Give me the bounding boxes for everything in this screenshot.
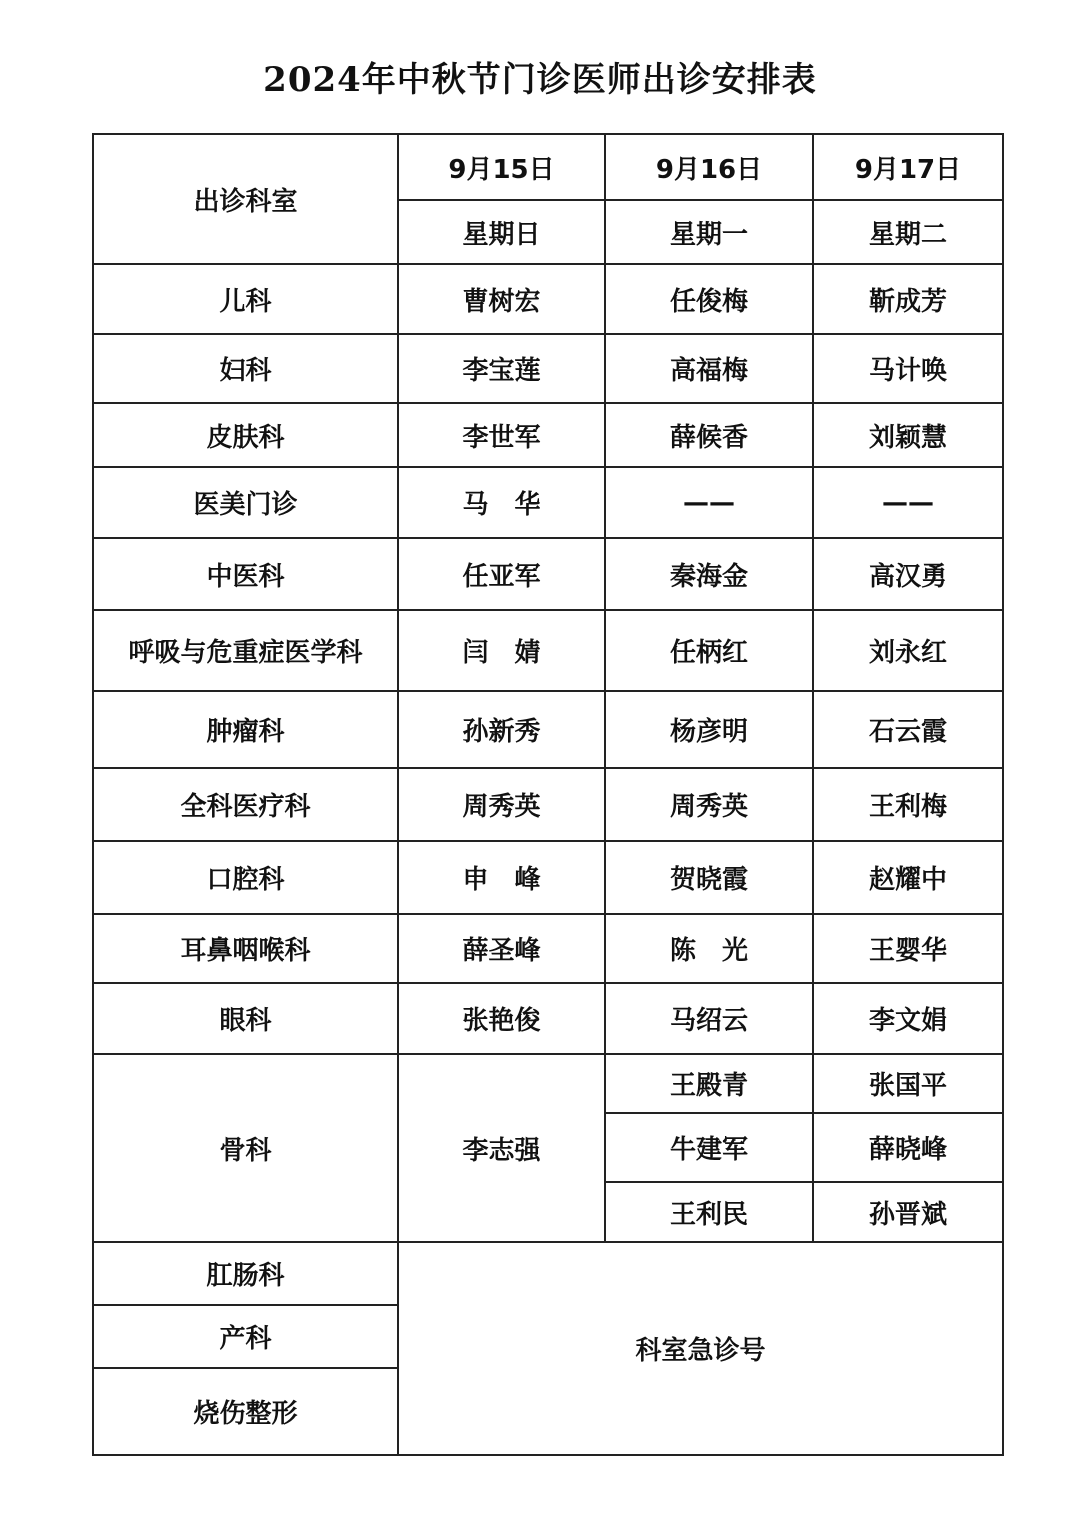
doctor-cell: 王婴华 (813, 914, 1003, 983)
no-doctor-cell: —— (605, 467, 813, 538)
header-weekday-cell: 星期日 (398, 200, 605, 264)
dept-cell: 眼科 (93, 983, 398, 1054)
doctor-cell: 李宝莲 (398, 334, 605, 403)
doctor-cell: 高福梅 (605, 334, 813, 403)
dept-cell: 烧伤整形 (93, 1368, 398, 1455)
doctor-cell: 任俊梅 (605, 264, 813, 334)
dept-cell: 中医科 (93, 538, 398, 610)
dept-cell: 呼吸与危重症医学科 (93, 610, 398, 691)
table-row (93, 841, 1003, 914)
doctor-cell: 刘颖慧 (813, 403, 1003, 467)
table-row (93, 610, 1003, 691)
doctor-cell: 任亚军 (398, 538, 605, 610)
doctor-cell: 薛圣峰 (398, 914, 605, 983)
dept-cell: 耳鼻咽喉科 (93, 914, 398, 983)
doctor-cell: 李志强 (398, 1054, 605, 1242)
header-dept-cell: 出诊科室 (93, 134, 398, 264)
table-row (93, 1054, 1003, 1113)
doctor-cell: 牛建军 (605, 1113, 813, 1182)
dept-cell: 全科医疗科 (93, 768, 398, 841)
table-row (93, 691, 1003, 768)
dept-cell: 骨科 (93, 1054, 398, 1242)
doctor-cell: 刘永红 (813, 610, 1003, 691)
doctor-cell: 周秀英 (605, 768, 813, 841)
doctor-cell: 张国平 (813, 1054, 1003, 1113)
dept-cell: 医美门诊 (93, 467, 398, 538)
doctor-cell: 贺晓霞 (605, 841, 813, 914)
doctor-cell: 王利梅 (813, 768, 1003, 841)
doctor-cell: 薛候香 (605, 403, 813, 467)
doctor-cell: 任柄红 (605, 610, 813, 691)
table-row (93, 914, 1003, 983)
doctor-cell: 马 华 (398, 467, 605, 538)
header-weekday-cell: 星期二 (813, 200, 1003, 264)
doctor-cell: 杨彦明 (605, 691, 813, 768)
dept-cell: 儿科 (93, 264, 398, 334)
doctor-cell: 李文娟 (813, 983, 1003, 1054)
doctor-cell: 靳成芳 (813, 264, 1003, 334)
table-row (93, 1242, 1003, 1305)
table-row (93, 334, 1003, 403)
dept-cell: 肛肠科 (93, 1242, 398, 1305)
page-title: 2024年中秋节门诊医师出诊安排表 (263, 60, 817, 100)
table-row (93, 538, 1003, 610)
doctor-cell: 周秀英 (398, 768, 605, 841)
no-doctor-cell: —— (813, 467, 1003, 538)
doctor-cell: 张艳俊 (398, 983, 605, 1054)
header-date-cell: 9月15日 (398, 134, 605, 200)
table-row (93, 467, 1003, 538)
header-date-cell: 9月16日 (605, 134, 813, 200)
doctor-cell: 马绍云 (605, 983, 813, 1054)
doctor-cell: 王利民 (605, 1182, 813, 1242)
emergency-note-cell: 科室急诊号 (398, 1242, 1003, 1455)
dept-cell: 妇科 (93, 334, 398, 403)
doctor-cell: 孙晋斌 (813, 1182, 1003, 1242)
doctor-cell: 秦海金 (605, 538, 813, 610)
doctor-cell: 申 峰 (398, 841, 605, 914)
doctor-cell: 陈 光 (605, 914, 813, 983)
doctor-cell: 赵耀中 (813, 841, 1003, 914)
dept-cell: 产科 (93, 1305, 398, 1368)
table-row (93, 768, 1003, 841)
doctor-cell: 石云霞 (813, 691, 1003, 768)
table-row (93, 403, 1003, 467)
doctor-cell: 薛晓峰 (813, 1113, 1003, 1182)
dept-cell: 皮肤科 (93, 403, 398, 467)
doctor-cell: 孙新秀 (398, 691, 605, 768)
header-weekday-cell: 星期一 (605, 200, 813, 264)
doctor-cell: 李世军 (398, 403, 605, 467)
doctor-cell: 高汉勇 (813, 538, 1003, 610)
table-row (93, 983, 1003, 1054)
table-row (93, 264, 1003, 334)
doctor-cell: 马计唤 (813, 334, 1003, 403)
doctor-cell: 王殿青 (605, 1054, 813, 1113)
header-date-cell: 9月17日 (813, 134, 1003, 200)
schedule-table (92, 133, 1004, 1456)
dept-cell: 肿瘤科 (93, 691, 398, 768)
doctor-cell: 闫 婧 (398, 610, 605, 691)
dept-cell: 口腔科 (93, 841, 398, 914)
doctor-cell: 曹树宏 (398, 264, 605, 334)
